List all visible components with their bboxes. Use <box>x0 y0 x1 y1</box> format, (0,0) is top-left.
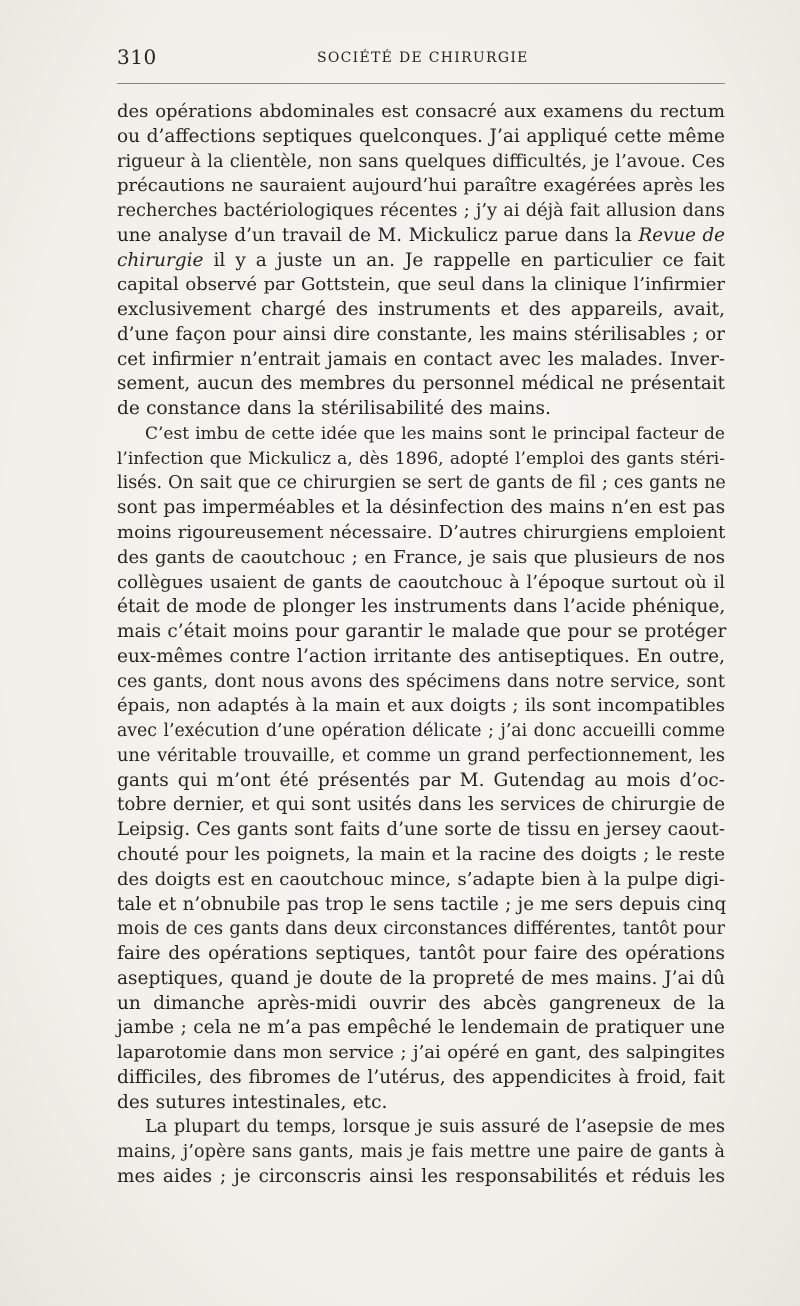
text-line: sement, aucun des membres du personnel médical ne présentait <box>117 373 725 395</box>
text-line: faire des opérations septiques, tantôt pour faire des opérations <box>117 943 725 965</box>
text-line: d’une façon pour ainsi dire constante, les mains stérilisables ; or <box>117 323 725 345</box>
page-number: 310 <box>117 45 157 69</box>
text-line: épais, non adaptés à la main et aux doigts ; ils sont incompatibles <box>117 695 725 717</box>
text-line <box>117 249 725 274</box>
text-line: tobre dernier, et qui sont usités dans les services de chirurgie de <box>117 794 725 816</box>
text-line: précautions ne sauraient aujourd’hui paraître exagérées après les <box>117 175 725 197</box>
text-line: exclusivement chargé des instruments et des appareils, avait, <box>117 299 725 321</box>
text-line: capital observé par Gottstein, que seul dans la clinique l’infirmier <box>117 274 725 296</box>
text-line: Leipsig. Ces gants sont faits d’une sorte de tissu en jersey caout- <box>117 819 725 841</box>
text-line <box>117 224 725 249</box>
text-line: recherches bactériologiques récentes ; j’y ai déjà fait allusion dans <box>117 201 725 222</box>
paragraph-start-line: La plupart du temps, lorsque je suis assuré de l’asepsie de mes <box>145 1117 725 1138</box>
page-header <box>117 44 725 76</box>
text-line: un dimanche après-midi ouvrir des abcès gangreneux de la <box>117 992 725 1014</box>
paragraph-end-line: de constance dans la stérilisabilité des mains. <box>117 398 551 420</box>
text-line: gants qui m’ont été présentés par M. Gutendag au mois d’oc- <box>117 769 725 791</box>
text-line: cet infirmier n’entrait jamais en contact avec les malades. Inver- <box>117 348 725 370</box>
text-line: ou d’affections septiques quelconques. J’ai appliqué cette même <box>117 125 725 147</box>
text-line: collègues usaient de gants de caoutchouc à l’époque surtout où il <box>117 571 725 593</box>
paragraph-end-line: des sutures intestinales, etc. <box>117 1091 388 1113</box>
journal-title-italic: Revue de <box>638 224 725 246</box>
text-line: sont pas imperméables et la désinfection des mains n’en est pas <box>117 497 726 519</box>
text-line: moins rigoureusement nécessaire. D’autres chirurgiens emploient <box>117 522 726 544</box>
header-rule <box>117 83 725 84</box>
text-segment: il y a juste un an. Je rappelle en particulier ce fait <box>213 249 725 271</box>
text-line: jambe ; cela ne m’a pas empêché le lendemain de pratiquer une <box>117 1017 725 1039</box>
text-line: mes aides ; je circonscris ainsi les responsabilités et réduis les <box>117 1165 725 1187</box>
text-line: mois de ces gants dans deux circonstances différentes, tantôt pour <box>117 919 725 940</box>
running-head: SOCIÉTÉ DE CHIRURGIE <box>317 50 529 66</box>
text-line: lisés. On sait que ce chirurgien se sert de gants de fil ; ces gants ne <box>117 473 726 494</box>
text-line: ces gants, dont nous avons des spécimens dans notre service, sont <box>117 671 725 692</box>
text-line: mains, j’opère sans gants, mais je fais mettre une paire de gants à <box>117 1142 725 1163</box>
text-line: des gants de caoutchouc ; en France, je sais que plusieurs de nos <box>117 546 725 568</box>
text-line: rigueur à la clientèle, non sans quelques difficultés, je l’avoue. Ces <box>117 151 725 172</box>
text-line: des doigts est en caoutchouc mince, s’adapte bien à la pulpe digi- <box>117 868 725 890</box>
text-line: avec l’exécution d’une opération délicate ; j’ai donc accueilli comme <box>117 721 725 742</box>
body-text <box>117 100 725 1190</box>
text-line: difficiles, des fibromes de l’utérus, des appendicites à froid, fait <box>117 1066 725 1088</box>
text-line: chouté pour les poignets, la main et la racine des doigts ; le reste <box>117 843 725 865</box>
text-line: eux-mêmes contre l’action irritante des antiseptiques. En outre, <box>117 645 725 667</box>
paragraph-start-line: C’est imbu de cette idée que les mains sont le principal facteur de <box>145 423 725 444</box>
text-line: tale et n’obnubile pas trop le sens tactile ; je me sers depuis cinq <box>117 893 727 915</box>
text-line: était de mode de plonger les instruments dans l’acide phénique, <box>117 596 726 618</box>
text-line: des opérations abdominales est consacré aux examens du rectum <box>117 101 725 122</box>
text-segment: une analyse d’un travail de M. Mickulicz parue dans la <box>117 224 639 246</box>
text-line: l’infection que Mickulicz a, dès 1896, adopté l’emploi des gants stéri- <box>117 448 725 469</box>
text-line: aseptiques, quand je doute de la propreté de mes mains. J’ai dû <box>117 967 725 989</box>
journal-title-italic: chirurgie <box>117 249 204 271</box>
text-line: laparotomie dans mon service ; j’ai opéré en gant, des salpingites <box>117 1042 725 1064</box>
text-line: mais c’était moins pour garantir le malade que pour se protéger <box>117 621 727 643</box>
text-line: une véritable trouvaille, et comme un grand perfectionnement, les <box>117 745 725 766</box>
